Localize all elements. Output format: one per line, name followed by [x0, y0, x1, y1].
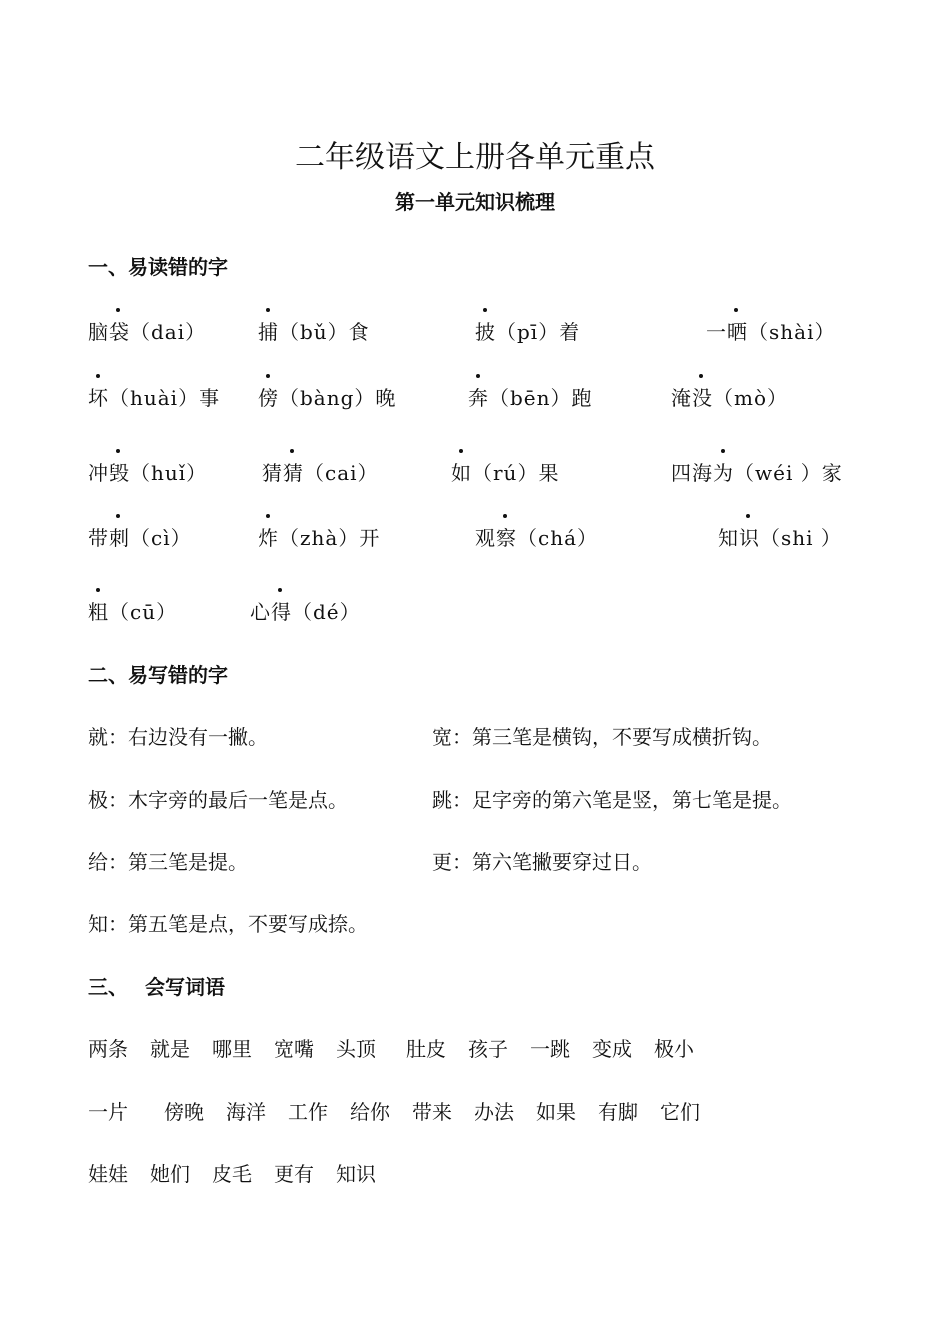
word: 娃娃: [88, 1162, 128, 1186]
writing-rule: 更：第六笔撇要穿过日。: [432, 850, 652, 874]
pinyin-item: 猜猜（cai）: [262, 457, 379, 486]
word: 给你: [350, 1100, 390, 1124]
writing-rule: 极：木字旁的最后一笔是点。: [88, 788, 348, 812]
word: 两条: [88, 1037, 128, 1061]
word: 宽嘴: [274, 1037, 314, 1061]
pinyin-item: 捕（bǔ）食: [258, 316, 370, 345]
word: 就是: [150, 1037, 190, 1061]
pinyin-item: 粗（cū）: [88, 596, 177, 625]
writing-rule: 就：右边没有一撇。: [88, 725, 268, 749]
word: 哪里: [212, 1037, 252, 1061]
section2-heading: 二、易写错的字: [88, 663, 228, 687]
pinyin-item: 炸（zhà）开: [258, 522, 380, 551]
word: 工作: [288, 1100, 328, 1124]
word: 更有: [274, 1162, 314, 1186]
section3-heading: 三、 会写词语: [88, 975, 225, 999]
word: 头顶: [336, 1037, 376, 1061]
word: 孩子: [468, 1037, 508, 1061]
pinyin-item: 冲毁（huǐ）: [88, 457, 207, 486]
pinyin-item: 四海为（wéi ）家: [671, 457, 843, 486]
pinyin-item: 一晒（shài）: [706, 316, 835, 345]
pinyin-item: 带刺（cì）: [88, 522, 192, 551]
unit-title: 第一单元知识梳理: [395, 190, 555, 214]
pinyin-item: 知识（shi ）: [718, 522, 842, 551]
word: 一片: [88, 1100, 128, 1124]
word-row-2: [88, 1096, 722, 1125]
writing-rule: 跳：足字旁的第六笔是竖，第七笔是提。: [432, 788, 792, 812]
word: 一跳: [530, 1037, 570, 1061]
writing-rule: 给：第三笔是提。: [88, 850, 248, 874]
word: 变成: [592, 1037, 632, 1061]
word: 如果: [536, 1100, 576, 1124]
pinyin-item: 如（rú）果: [451, 457, 559, 486]
pinyin-item: 奔（bēn）跑: [468, 382, 593, 411]
word: 带来: [412, 1100, 452, 1124]
word-row-3: [88, 1158, 398, 1187]
word: 她们: [150, 1162, 190, 1186]
word: 肚皮: [406, 1037, 446, 1061]
writing-rule: 宽：第三笔是横钩，不要写成横折钩。: [432, 725, 772, 749]
word: 有脚: [598, 1100, 638, 1124]
word: 它们: [660, 1100, 700, 1124]
section1-heading: 一、易读错的字: [88, 255, 228, 279]
word: 办法: [474, 1100, 514, 1124]
word: 知识: [336, 1162, 376, 1186]
pinyin-item: 心得（dé）: [250, 596, 361, 625]
word: 海洋: [226, 1100, 266, 1124]
word: 傍晚: [164, 1100, 204, 1124]
document-title: 二年级语文上册各单元重点: [295, 140, 655, 175]
word-row-1: [88, 1033, 716, 1062]
word: 皮毛: [212, 1162, 252, 1186]
pinyin-item: 披（pī）着: [475, 316, 580, 345]
pinyin-item: 坏（huài）事: [88, 382, 220, 411]
word: 极小: [654, 1037, 694, 1061]
pinyin-item: 傍（bàng）晚: [258, 382, 396, 411]
pinyin-item: 脑袋（dai）: [88, 316, 206, 345]
pinyin-item: 淹没（mò）: [671, 382, 788, 411]
writing-rule: 知：第五笔是点，不要写成捺。: [88, 912, 368, 936]
pinyin-item: 观察（chá）: [475, 522, 598, 551]
